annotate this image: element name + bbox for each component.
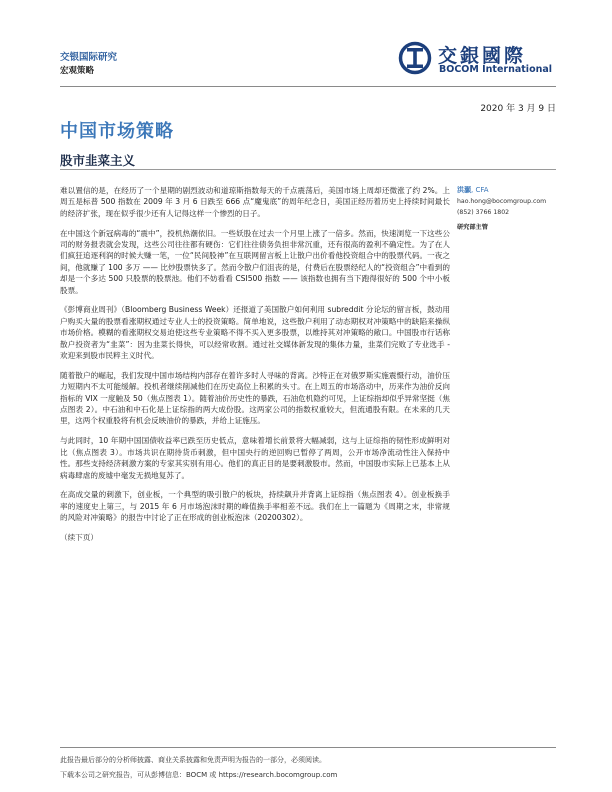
author-name: 洪灝	[457, 186, 471, 194]
author-department: 研究部主管	[457, 224, 488, 231]
footer-rule	[60, 747, 556, 748]
title-rule	[60, 169, 556, 170]
logo-english: BOCOM International	[439, 64, 553, 75]
paragraph-6: 在高成交量的刺激下，创业板，一个典型的吸引散户的板块，持续飙升并背离上证综指（焦点图表 4）。创业板换手率的速度史上第三，与 2015 年 6 月市场泡沫时期的峰值换手率相差不远。我们在上一篇题为《周期之末，非常规的风险对冲策略》的报告中讨论了正在形成的创业板泡沫（20200302）。	[60, 490, 450, 523]
paragraph-1: 难以置信的是，在经历了一个星期的剧烈波动和道琼斯指数每天的千点震荡后，美国市场上周却还微涨了约 2%。上周五是标普 500 指数在 2009 年 3 月 6 日跌至 666 点“魔鬼底”的周年纪念日，美国正经历着历史上持续时间最长的经济扩张，现在似乎很少还有人记得这样一个惨烈的日子。	[60, 186, 450, 218]
disclaimer-note: 此报告最后部分的分析师披露、商业关系披露和免责声明为报告的一部分，必须阅读。	[60, 756, 326, 764]
logo-chinese: 交銀國際	[438, 45, 527, 67]
paragraph-3: 《彭博商业周刊》（Bloomberg Business Week）还报道了美国散户如何利用 subreddit 分论坛的留言板，鼓动用户购买大量的股票看涨期权通过专业人士的投资策略。简单地说，这些散户利用了动态期权对冲策略中的缺陷来操纵市场价格。模糊的看涨期权交易迫使这些专业策略不得不买入更多股票，以维持其对冲策略的敞口。中国股市行话称散户投资者为“韭菜”：因为韭菜长得快，可以经常收割。通过社交媒体新发现的集体力量，韭菜们完败了专业选手 - 欢迎来到股市民粹主义时代。	[60, 305, 450, 361]
report-date: 2020 年 3 月 9 日	[480, 104, 556, 114]
paragraph-2: 在中国这个新冠病毒的“震中”，投机热潮依旧。一些妖股在过去一个月里上涨了一倍多。然而，快速浏览一下这些公司的财务报表就会发现，这些公司往往都有硬伤：它们往往债务负担非常沉重，还有很高的盈利不确定性。为了在人们疯狂追逐利润的时候大赚一笔，一位“民间股神”在互联网留言板上让散户出价看他投资组合中的股票代码。一夜之间，他就赚了 100 多万 —— 比炒股票快多了。然而令散户们沮丧的是，付费后在股票经纪人的“投资组合”中看到的却是一个多达 500 只股票的股票池。他们不妨看看 CSI500 指数 —— 该指数也拥有当下跑得很好的 500 个中小板股票。	[60, 228, 450, 295]
author-phone: (852) 3766 1802	[457, 209, 510, 216]
paragraph-5: 与此同时，10 年期中国国债收益率已跌至历史低点，意味着增长前景将大幅减弱，这与上证综指的韧性形成鲜明对比（焦点图表 3）。市场共识在期待货币刺激，但中国央行的逆回购已暂停了两周，公开市场净流动性注入保持中性。那些支持经济刺激方案的专家其实别有用心。他们的真正目的是要刺激股市。然而，中国股市实际上已基本上从病毒肆虐的废墟中毫发无损地复苏了。	[60, 436, 450, 480]
org-name: 交银国际研究	[60, 52, 118, 63]
header-rule	[60, 86, 556, 87]
author-block	[457, 185, 557, 233]
author-cert: , CFA	[471, 186, 489, 194]
author-name-line	[457, 185, 557, 196]
paragraph-4: 随着散户的崛起，我们发现中国市场结构内部存在着许多时人寻味的背离。沙特正在对俄罗斯实施震慑行动，油价压力短期内不太可能缓解。投机者继续削减他们在历史高位上积累的头寸。在上周五的市场洛动中，历来作为油价反向指标的 VIX 一度触及 50（焦点图表 1）。随着油价历史性的暴跌，石油危机隐约可见，上证综指却似乎异常坚挺（焦点图表 2）。中石油和中石化是上证综指的两大成份股。这两家公司的指数权重较大，但流通股有限。在未来的几天里，这两个权重股将有机会反映油价的暴跌，并给上证施压。	[60, 370, 450, 426]
download-note[interactable]: 下载本公司之研究报告，可从彭博信息：BOCM 或 https://research.bocomgroup.com	[60, 771, 338, 779]
report-title: 中国市场策略	[60, 121, 174, 142]
author-email[interactable]: hao.hong@bocomgroup.com	[457, 198, 547, 205]
report-body	[60, 185, 450, 543]
bocom-logo	[398, 40, 558, 80]
report-subtitle: 股市韭菜主义	[60, 153, 136, 168]
bocom-logo-icon	[398, 41, 432, 75]
continued-note: （续下页）	[60, 532, 98, 542]
section-name: 宏观策略	[60, 66, 95, 76]
